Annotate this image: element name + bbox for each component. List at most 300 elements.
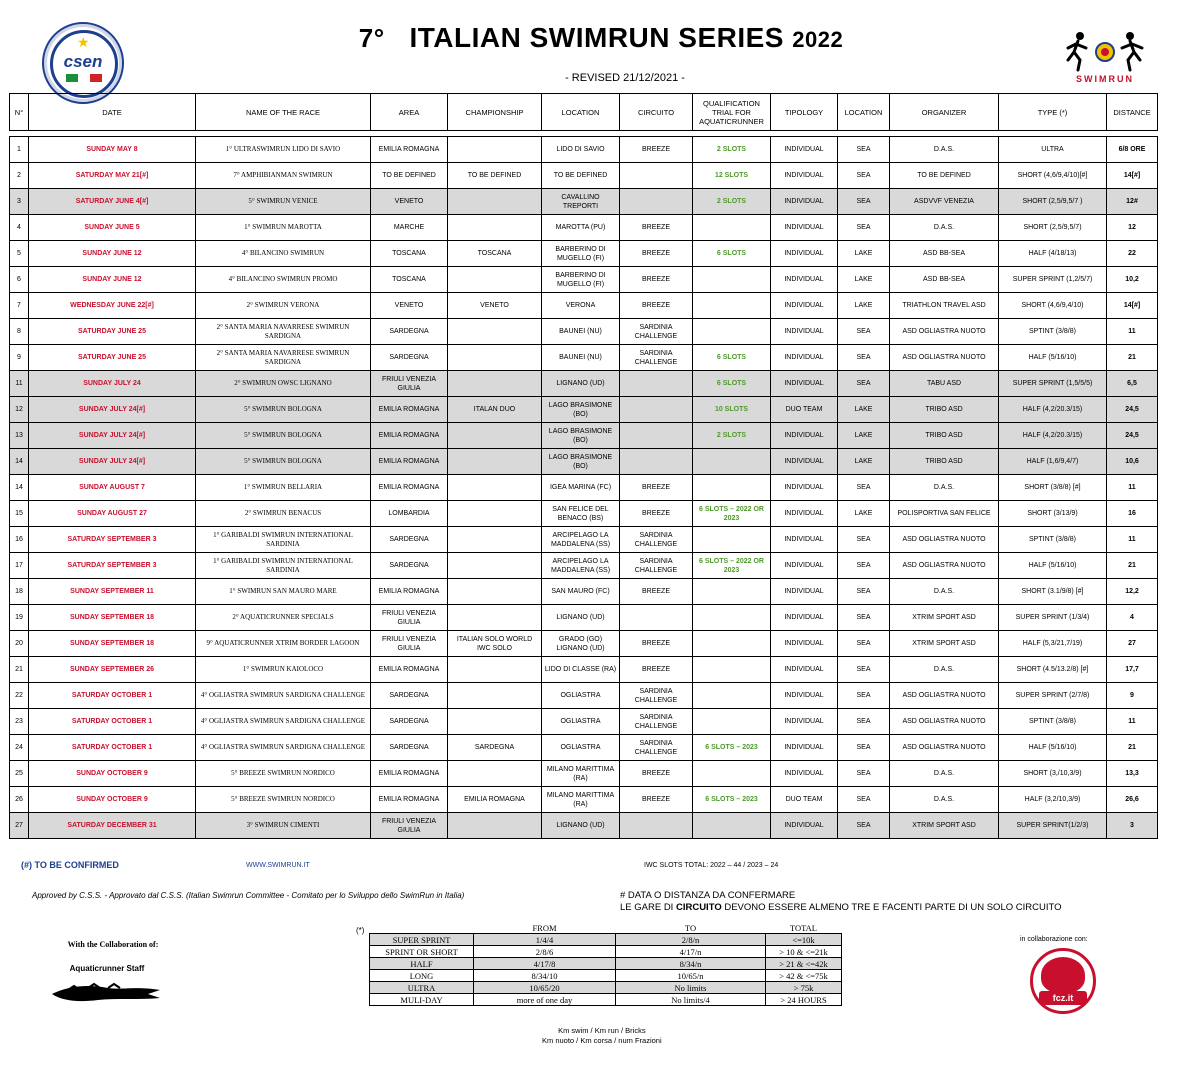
race-circuit: SARDINIA CHALLENGE xyxy=(620,527,693,553)
runners-icon xyxy=(1064,30,1146,72)
race-location: MAROTTA (PU) xyxy=(542,215,620,241)
race-championship xyxy=(448,215,542,241)
table-row xyxy=(10,683,1158,709)
race-name: 4° OGLIASTRA SWIMRUN SARDIGNA CHALLENGE xyxy=(196,683,371,709)
table-row xyxy=(10,761,1158,787)
race-tipology: INDIVIDUAL xyxy=(771,215,838,241)
race-area: EMILIA ROMAGNA xyxy=(371,137,448,163)
table-row xyxy=(10,631,1158,657)
race-area: EMILIA ROMAGNA xyxy=(371,449,448,475)
race-number: 21 xyxy=(10,657,29,683)
race-date: SUNDAY JUNE 12 xyxy=(29,267,196,293)
race-organizer: XTRIM SPORT ASD xyxy=(890,813,999,839)
race-circuit: BREEZE xyxy=(620,293,693,319)
csen-logo-text: csen xyxy=(63,52,103,71)
race-championship xyxy=(448,449,542,475)
race-number: 17 xyxy=(10,553,29,579)
qualification-slots: 6 SLOTS – 2023 xyxy=(693,787,771,813)
category-cell: 8/34/10 xyxy=(474,970,616,982)
race-circuit: BREEZE xyxy=(620,761,693,787)
to-be-confirmed-note: (#) TO BE CONFIRMED xyxy=(21,860,119,870)
table-row xyxy=(10,215,1158,241)
category-cell: 4/17/8 xyxy=(474,958,616,970)
race-name: 5° SWIMRUN BOLOGNA xyxy=(196,397,371,423)
race-organizer: ASD OGLIASTRA NUOTO xyxy=(890,345,999,371)
race-organizer: ASD OGLIASTRA NUOTO xyxy=(890,683,999,709)
race-name: 2° SANTA MARIA NAVARRESE SWIMRUN SARDIGNA xyxy=(196,319,371,345)
race-environment: SEA xyxy=(838,163,890,189)
race-number: 27 xyxy=(10,813,29,839)
race-date: SUNDAY AUGUST 7 xyxy=(29,475,196,501)
qualification-slots xyxy=(693,319,771,345)
race-area: EMILIA ROMAGNA xyxy=(371,579,448,605)
fcz-logo-figure xyxy=(1041,957,1085,993)
race-name: 1° SWIMRUN KAIOLOCO xyxy=(196,657,371,683)
race-type: SHORT (3/8/8) [#] xyxy=(999,475,1107,501)
race-championship xyxy=(448,371,542,397)
race-date: SUNDAY SEPTEMBER 11 xyxy=(29,579,196,605)
race-circuit: BREEZE xyxy=(620,579,693,605)
race-distance: 14[#] xyxy=(1107,293,1158,319)
race-location: ARCIPELAGO LA MADDALENA (SS) xyxy=(542,527,620,553)
race-area: EMILIA ROMAGNA xyxy=(371,475,448,501)
category-cell: ULTRA xyxy=(370,982,474,994)
race-type: SPTINT (3/8/8) xyxy=(999,319,1107,345)
collaboration-label: With the Collaboration of: xyxy=(67,940,159,949)
race-distance: 27 xyxy=(1107,631,1158,657)
table-row xyxy=(10,579,1158,605)
race-circuit xyxy=(620,449,693,475)
race-championship xyxy=(448,553,542,579)
race-circuit xyxy=(620,371,693,397)
race-championship: VENETO xyxy=(448,293,542,319)
race-organizer: D.A.S. xyxy=(890,215,999,241)
circuit-rule-bold: CIRCUITO xyxy=(675,902,722,913)
category-row xyxy=(370,982,842,994)
race-name: 3° SWIMRUN CIMENTI xyxy=(196,813,371,839)
race-type: HALF (1,6/9,4/7) xyxy=(999,449,1107,475)
race-number: 7 xyxy=(10,293,29,319)
race-circuit: BREEZE xyxy=(620,267,693,293)
race-tipology: DUO TEAM xyxy=(771,397,838,423)
column-header: TYPE (*) xyxy=(999,94,1107,131)
race-type: SHORT (3,/10,3/9) xyxy=(999,761,1107,787)
column-header: CHAMPIONSHIP xyxy=(448,94,542,131)
table-row xyxy=(10,267,1158,293)
race-organizer: D.A.S. xyxy=(890,787,999,813)
race-tipology: INDIVIDUAL xyxy=(771,657,838,683)
race-number: 24 xyxy=(10,735,29,761)
race-type: ULTRA xyxy=(999,137,1107,163)
race-tipology: INDIVIDUAL xyxy=(771,189,838,215)
race-type: HALF (5/16/10) xyxy=(999,553,1107,579)
race-circuit xyxy=(620,189,693,215)
qualification-slots: 2 SLOTS xyxy=(693,137,771,163)
race-championship xyxy=(448,761,542,787)
qualification-slots xyxy=(693,761,771,787)
race-area: LOMBARDIA xyxy=(371,501,448,527)
category-row xyxy=(370,958,842,970)
race-tipology: INDIVIDUAL xyxy=(771,241,838,267)
table-row xyxy=(10,553,1158,579)
race-type: SHORT (2,5/9,5/7) xyxy=(999,215,1107,241)
race-championship xyxy=(448,579,542,605)
race-championship xyxy=(448,657,542,683)
race-circuit: SARDINIA CHALLENGE xyxy=(620,553,693,579)
race-date: SUNDAY SEPTEMBER 26 xyxy=(29,657,196,683)
race-distance: 10,6 xyxy=(1107,449,1158,475)
race-type: HALF (4,2/20.3/15) xyxy=(999,423,1107,449)
race-number: 20 xyxy=(10,631,29,657)
race-area: MARCHE xyxy=(371,215,448,241)
race-area: FRIULI VENEZIA GIULIA xyxy=(371,813,448,839)
race-environment: SEA xyxy=(838,137,890,163)
race-number: 3 xyxy=(10,189,29,215)
race-date: SUNDAY JULY 24[#] xyxy=(29,449,196,475)
race-circuit: BREEZE xyxy=(620,787,693,813)
race-number: 11 xyxy=(10,371,29,397)
race-date: SUNDAY OCTOBER 9 xyxy=(29,787,196,813)
race-type: SUPER SPRINT (2/7/8) xyxy=(999,683,1107,709)
race-name: 4° OGLIASTRA SWIMRUN SARDIGNA CHALLENGE xyxy=(196,709,371,735)
race-location: BAUNEI (NU) xyxy=(542,345,620,371)
race-circuit: BREEZE xyxy=(620,241,693,267)
race-number: 16 xyxy=(10,527,29,553)
categories-marker: (*) xyxy=(356,926,365,935)
race-distance: 11 xyxy=(1107,709,1158,735)
race-organizer: XTRIM SPORT ASD xyxy=(890,631,999,657)
category-cell: 8/34/n xyxy=(616,958,766,970)
qualification-slots xyxy=(693,579,771,605)
race-date: SATURDAY SEPTEMBER 3 xyxy=(29,527,196,553)
race-number: 26 xyxy=(10,787,29,813)
race-location: MILANO MARITTIMA (RA) xyxy=(542,761,620,787)
race-date: SUNDAY MAY 8 xyxy=(29,137,196,163)
table-row xyxy=(10,657,1158,683)
race-tipology: INDIVIDUAL xyxy=(771,631,838,657)
qualification-slots: 12 SLOTS xyxy=(693,163,771,189)
table-row xyxy=(10,449,1158,475)
race-organizer: TO BE DEFINED xyxy=(890,163,999,189)
race-environment: SEA xyxy=(838,345,890,371)
title-edition: 7° xyxy=(358,23,385,53)
table-row xyxy=(10,293,1158,319)
race-name: 1° ULTRASWIMRUN LIDO DI SAVIO xyxy=(196,137,371,163)
race-championship xyxy=(448,319,542,345)
race-date: SATURDAY MAY 21[#] xyxy=(29,163,196,189)
race-tipology: INDIVIDUAL xyxy=(771,345,838,371)
race-date: SUNDAY AUGUST 27 xyxy=(29,501,196,527)
table-row xyxy=(10,189,1158,215)
aquaticrunner-staff-label: Aquaticrunner Staff xyxy=(69,964,145,973)
categories-header-cell: FROM xyxy=(474,922,616,934)
categories-header-cell xyxy=(370,922,474,934)
category-cell: 2/8/6 xyxy=(474,946,616,958)
race-distance: 3 xyxy=(1107,813,1158,839)
race-distance: 6/8 ORE xyxy=(1107,137,1158,163)
race-area: SARDEGNA xyxy=(371,553,448,579)
table-row xyxy=(10,735,1158,761)
race-championship xyxy=(448,345,542,371)
race-environment: SEA xyxy=(838,709,890,735)
race-distance: 11 xyxy=(1107,319,1158,345)
race-distance: 17,7 xyxy=(1107,657,1158,683)
qualification-slots xyxy=(693,605,771,631)
km-legend-en: Km swim / Km run / Bricks xyxy=(558,1026,646,1035)
categories-header-cell: TO xyxy=(616,922,766,934)
race-environment: LAKE xyxy=(838,449,890,475)
column-header: DATE xyxy=(29,94,196,131)
race-environment: SEA xyxy=(838,735,890,761)
column-header: QUALIFICATION TRIAL FOR AQUATICRUNNER xyxy=(693,94,771,131)
race-date: SUNDAY JUNE 5 xyxy=(29,215,196,241)
race-area: TO BE DEFINED xyxy=(371,163,448,189)
category-cell: No limits/4 xyxy=(616,994,766,1006)
category-cell: > 42 & <=75k xyxy=(766,970,842,982)
race-name: 2° AQUATICRUNNER SPECIALS xyxy=(196,605,371,631)
race-tipology: INDIVIDUAL xyxy=(771,475,838,501)
race-distance: 16 xyxy=(1107,501,1158,527)
race-environment: SEA xyxy=(838,657,890,683)
star-icon: ★ xyxy=(77,34,90,50)
race-type: HALF (3,2/10,3/9) xyxy=(999,787,1107,813)
race-location: LIDO DI CLASSE (RA) xyxy=(542,657,620,683)
column-header: N° xyxy=(10,94,29,131)
table-row xyxy=(10,423,1158,449)
race-championship: TO BE DEFINED xyxy=(448,163,542,189)
race-type: HALF (4,2/20.3/15) xyxy=(999,397,1107,423)
race-name: 4° BILANCINO SWIMRUN PROMO xyxy=(196,267,371,293)
table-row xyxy=(10,501,1158,527)
race-environment: LAKE xyxy=(838,267,890,293)
race-environment: LAKE xyxy=(838,501,890,527)
race-name: 2° SWIMRUN BENACUS xyxy=(196,501,371,527)
race-tipology: INDIVIDUAL xyxy=(771,761,838,787)
race-circuit: BREEZE xyxy=(620,501,693,527)
race-date: SATURDAY OCTOBER 1 xyxy=(29,709,196,735)
race-number: 14 xyxy=(10,475,29,501)
race-environment: SEA xyxy=(838,579,890,605)
table-header-row xyxy=(10,94,1158,131)
qualification-slots xyxy=(693,709,771,735)
race-distance: 24,5 xyxy=(1107,423,1158,449)
category-cell: more of one day xyxy=(474,994,616,1006)
race-date: SUNDAY OCTOBER 9 xyxy=(29,761,196,787)
race-organizer: D.A.S. xyxy=(890,579,999,605)
category-cell: 4/17/n xyxy=(616,946,766,958)
race-environment: SEA xyxy=(838,371,890,397)
race-location: BAUNEI (NU) xyxy=(542,319,620,345)
iwc-slots-total: IWC SLOTS TOTAL: 2022 – 44 / 2023 – 24 xyxy=(644,862,779,869)
title-main: ITALIAN SWIMRUN SERIES xyxy=(409,22,784,53)
qualification-slots xyxy=(693,527,771,553)
race-date: WEDNESDAY JUNE 22[#] xyxy=(29,293,196,319)
race-environment: SEA xyxy=(838,761,890,787)
qualification-slots xyxy=(693,683,771,709)
race-tipology: INDIVIDUAL xyxy=(771,527,838,553)
column-header: LOCATION xyxy=(838,94,890,131)
race-championship xyxy=(448,189,542,215)
race-environment: SEA xyxy=(838,683,890,709)
category-cell: > 75k xyxy=(766,982,842,994)
crocodile-logo-icon xyxy=(48,978,164,1004)
race-environment: LAKE xyxy=(838,397,890,423)
race-location: OGLIASTRA xyxy=(542,735,620,761)
race-distance: 10,2 xyxy=(1107,267,1158,293)
race-area: EMILIA ROMAGNA xyxy=(371,761,448,787)
race-number: 5 xyxy=(10,241,29,267)
category-cell: > 10 & <=21k xyxy=(766,946,842,958)
race-circuit: BREEZE xyxy=(620,657,693,683)
race-location: OGLIASTRA xyxy=(542,709,620,735)
approval-note: Approved by C.S.S. - Approvato dal C.S.S. (Italian Swimrun Committee - Comitato per lo Sviluppo dello SwimRun in Italia) xyxy=(32,891,465,900)
race-area: EMILIA ROMAGNA xyxy=(371,397,448,423)
category-cell: MULI-DAY xyxy=(370,994,474,1006)
race-location: TO BE DEFINED xyxy=(542,163,620,189)
race-location: GRADO (GO) LIGNANO (UD) xyxy=(542,631,620,657)
race-environment: LAKE xyxy=(838,293,890,319)
race-distance: 13,3 xyxy=(1107,761,1158,787)
race-date: SUNDAY JULY 24[#] xyxy=(29,423,196,449)
race-location: SAN FELICE DEL BENACO (BS) xyxy=(542,501,620,527)
race-tipology: INDIVIDUAL xyxy=(771,449,838,475)
race-name: 1° SWIMRUN SAN MAURO MARE xyxy=(196,579,371,605)
race-distance: 12# xyxy=(1107,189,1158,215)
title-year: 2022 xyxy=(792,27,844,52)
qualification-slots: 6 SLOTS xyxy=(693,345,771,371)
race-area: FRIULI VENEZIA GIULIA xyxy=(371,631,448,657)
race-area: EMILIA ROMAGNA xyxy=(371,423,448,449)
race-type: SUPER SPRINT (1,2/5/7) xyxy=(999,267,1107,293)
race-championship: ITALAN DUO xyxy=(448,397,542,423)
race-championship xyxy=(448,813,542,839)
race-championship xyxy=(448,605,542,631)
swimrun-logo-text: SWIMRUN xyxy=(1076,74,1134,84)
race-name: 1° GARIBALDI SWIMRUN INTERNATIONAL SARDINIA xyxy=(196,527,371,553)
race-tipology: INDIVIDUAL xyxy=(771,423,838,449)
column-header: AREA xyxy=(371,94,448,131)
race-date: SATURDAY JUNE 25 xyxy=(29,345,196,371)
race-number: 4 xyxy=(10,215,29,241)
race-name: 5° BREEZE SWIMRUN NORDICO xyxy=(196,787,371,813)
swimrun-logo xyxy=(1064,30,1146,84)
race-tipology: INDIVIDUAL xyxy=(771,813,838,839)
race-circuit: BREEZE xyxy=(620,631,693,657)
race-environment: LAKE xyxy=(838,423,890,449)
race-type: SPTINT (3/8/8) xyxy=(999,527,1107,553)
race-type: SHORT (4.5/13.2/8) [#] xyxy=(999,657,1107,683)
race-area: SARDEGNA xyxy=(371,683,448,709)
race-type: SHORT (4,6/9,4/10)[#] xyxy=(999,163,1107,189)
qualification-slots xyxy=(693,215,771,241)
race-distance: 21 xyxy=(1107,345,1158,371)
race-circuit: SARDINIA CHALLENGE xyxy=(620,709,693,735)
race-type: HALF (5,3/21,7/19) xyxy=(999,631,1107,657)
race-number: 19 xyxy=(10,605,29,631)
race-organizer: D.A.S. xyxy=(890,657,999,683)
race-number: 13 xyxy=(10,423,29,449)
race-circuit: BREEZE xyxy=(620,137,693,163)
categories-header-row xyxy=(370,922,842,934)
category-row xyxy=(370,946,842,958)
race-type: SUPER SPRINT (1/3/4) xyxy=(999,605,1107,631)
race-type: SHORT (3.1/9/8) [#] xyxy=(999,579,1107,605)
race-tipology: INDIVIDUAL xyxy=(771,319,838,345)
race-date: SUNDAY SEPTEMBER 18 xyxy=(29,605,196,631)
race-tipology: INDIVIDUAL xyxy=(771,267,838,293)
race-organizer: TABU ASD xyxy=(890,371,999,397)
table-row xyxy=(10,813,1158,839)
race-type: HALF (5/16/10) xyxy=(999,735,1107,761)
race-distance: 14[#] xyxy=(1107,163,1158,189)
race-name: 1° SWIMRUN BELLARIA xyxy=(196,475,371,501)
race-tipology: INDIVIDUAL xyxy=(771,553,838,579)
race-championship xyxy=(448,501,542,527)
race-date: SATURDAY JUNE 4[#] xyxy=(29,189,196,215)
race-distance: 12,2 xyxy=(1107,579,1158,605)
race-circuit xyxy=(620,163,693,189)
race-environment: SEA xyxy=(838,605,890,631)
qualification-slots: 6 SLOTS – 2022 OR 2023 xyxy=(693,553,771,579)
race-environment: SEA xyxy=(838,319,890,345)
race-distance: 21 xyxy=(1107,735,1158,761)
race-location: ARCIPELAGO LA MADDALENA (SS) xyxy=(542,553,620,579)
website-link[interactable]: WWW.SWIMRUN.IT xyxy=(246,862,310,869)
race-circuit: SARDINIA CHALLENGE xyxy=(620,683,693,709)
race-distance: 6,5 xyxy=(1107,371,1158,397)
race-location: LIGNANO (UD) xyxy=(542,605,620,631)
race-name: 5° SWIMRUN BOLOGNA xyxy=(196,449,371,475)
qualification-slots: 6 SLOTS xyxy=(693,371,771,397)
qualification-slots xyxy=(693,293,771,319)
race-type: SPTINT (3/8/8) xyxy=(999,709,1107,735)
race-organizer: TRIBO ASD xyxy=(890,423,999,449)
category-cell: LONG xyxy=(370,970,474,982)
race-environment: SEA xyxy=(838,215,890,241)
race-location: LIGNANO (UD) xyxy=(542,813,620,839)
race-name: 7° AMPHIBIANMAN SWIMRUN xyxy=(196,163,371,189)
qualification-slots xyxy=(693,631,771,657)
race-championship xyxy=(448,475,542,501)
race-number: 9 xyxy=(10,345,29,371)
race-location: LAGO BRASIMONE (BO) xyxy=(542,423,620,449)
race-organizer: ASD OGLIASTRA NUOTO xyxy=(890,709,999,735)
race-date: SATURDAY OCTOBER 1 xyxy=(29,683,196,709)
table-row xyxy=(10,709,1158,735)
race-number: 25 xyxy=(10,761,29,787)
table-row xyxy=(10,527,1158,553)
race-distance: 9 xyxy=(1107,683,1158,709)
race-name: 5° BREEZE SWIMRUN NORDICO xyxy=(196,761,371,787)
race-type: SHORT (4,6/9,4/10) xyxy=(999,293,1107,319)
category-cell: 10/65/20 xyxy=(474,982,616,994)
race-date: SATURDAY JUNE 25 xyxy=(29,319,196,345)
fcz-logo-text: fcz.it xyxy=(1039,991,1087,1005)
race-number: 1 xyxy=(10,137,29,163)
table-row xyxy=(10,163,1158,189)
circuit-note xyxy=(620,890,1062,914)
category-row xyxy=(370,934,842,946)
race-table xyxy=(9,93,1158,839)
race-organizer: ASD OGLIASTRA NUOTO xyxy=(890,735,999,761)
qualification-slots: 6 SLOTS xyxy=(693,241,771,267)
race-tipology: INDIVIDUAL xyxy=(771,371,838,397)
page-title xyxy=(0,22,1202,54)
race-organizer: D.A.S. xyxy=(890,761,999,787)
date-note: # DATA O DISTANZA DA CONFERMARE xyxy=(620,890,796,901)
race-environment: SEA xyxy=(838,527,890,553)
race-organizer: ASD OGLIASTRA NUOTO xyxy=(890,527,999,553)
